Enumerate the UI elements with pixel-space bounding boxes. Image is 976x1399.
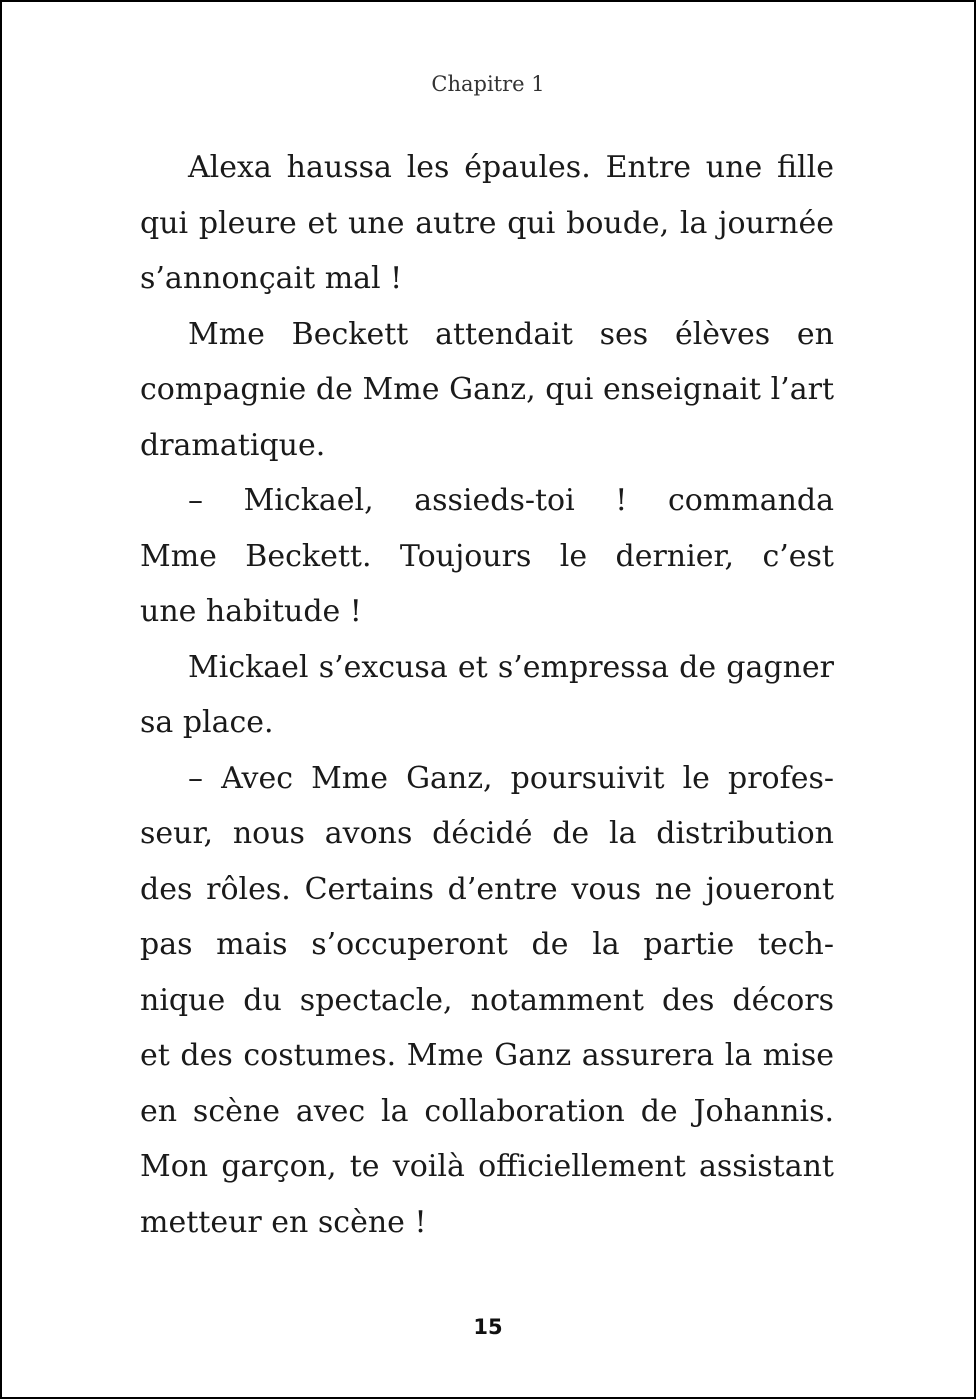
- text-line: Mickael s’excusa et s’empressa de gagner: [188, 649, 834, 685]
- text-line: sa place.: [140, 705, 274, 740]
- text-line: dramatique.: [140, 427, 326, 463]
- paragraph: [140, 473, 834, 640]
- page-number: 15: [473, 1315, 503, 1339]
- text-line: nique du spectacle, notamment des décors: [140, 982, 834, 1018]
- paragraph: [140, 751, 834, 1251]
- text-line: Mme Beckett. Toujours le dernier, c’est: [140, 538, 834, 574]
- text-line: une habitude !: [140, 594, 362, 629]
- text-line: compagnie de Mme Ganz, qui enseignait l’art: [140, 372, 834, 407]
- text-line: Mme Beckett attendait ses élèves en: [188, 316, 834, 352]
- text-line: et des costumes. Mme Ganz assurera la mise: [140, 1038, 834, 1073]
- text-line: Alexa haussa les épaules. Entre une fille: [188, 150, 834, 185]
- paragraph: [140, 140, 834, 307]
- text-line: des rôles. Certains d’entre vous ne joueront: [140, 871, 834, 907]
- paragraph: [140, 307, 834, 474]
- text-line: en scène avec la collaboration de Johannis.: [140, 1093, 834, 1129]
- text-line: s’annonçait mal !: [140, 261, 403, 296]
- text-line: metteur en scène !: [140, 1204, 427, 1240]
- text-line: pas mais s’occuperont de la partie tech-: [140, 927, 834, 962]
- text-line: seur, nous avons décidé de la distribution: [140, 816, 834, 851]
- text-line: – Avec Mme Ganz, poursuivit le profes-: [188, 760, 834, 796]
- text-line: Mon garçon, te voilà officiellement assistant: [140, 1149, 834, 1184]
- running-header-chapter: Chapitre 1: [431, 72, 545, 96]
- text-line: – Mickael, assieds-toi ! commanda: [188, 483, 834, 518]
- text-line: qui pleure et une autre qui boude, la journée: [140, 205, 834, 241]
- paragraph: [140, 640, 834, 751]
- body-text: [140, 140, 834, 1250]
